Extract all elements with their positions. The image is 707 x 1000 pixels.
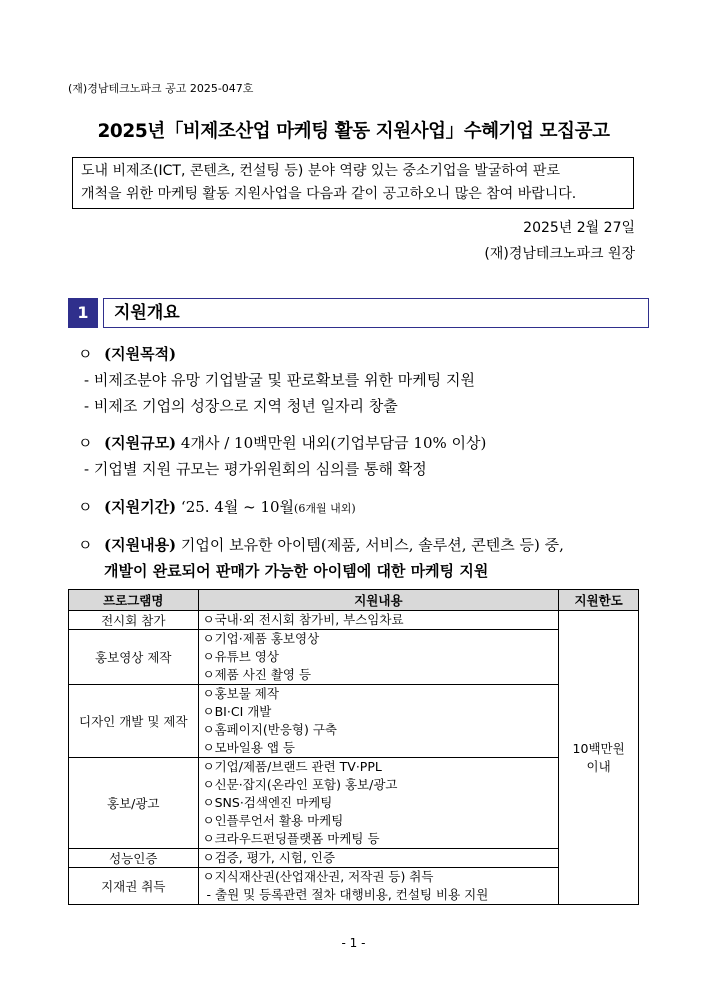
notice-date: 2025년 2월 27일 bbox=[523, 220, 635, 236]
content-line: ㅇBI·CI 개발 bbox=[202, 704, 272, 719]
intro-box bbox=[72, 157, 634, 209]
content-line: ㅇ인플루언서 활용 마케팅 bbox=[202, 813, 344, 828]
section-title: 지원개요 bbox=[103, 298, 649, 328]
program-name: 지재권 취득 bbox=[69, 868, 199, 905]
program-content bbox=[198, 685, 559, 758]
content-line: ㅇ홈페이지(반응형) 구축 bbox=[202, 722, 338, 737]
notice-number: (재)경남테크노파크 공고 2025-047호 bbox=[68, 82, 254, 95]
program-name: 홍보영상 제작 bbox=[69, 630, 199, 685]
purpose-item: - 비제조 기업의 성장으로 지역 청년 일자리 창출 bbox=[84, 397, 398, 415]
period-line bbox=[78, 496, 356, 517]
content-line: ㅇ지식재산권(산업재산권, 저작권 등) 취득 bbox=[202, 869, 434, 884]
program-content bbox=[198, 758, 559, 849]
program-name: 디자인 개발 및 제작 bbox=[69, 685, 199, 758]
program-name: 전시회 참가 bbox=[69, 611, 199, 630]
content-line: ㅇ신문·잡지(온라인 포함) 홍보/광고 bbox=[202, 777, 398, 792]
period-heading: (지원기간) bbox=[104, 498, 177, 516]
issuer: (재)경남테크노파크 원장 bbox=[484, 246, 635, 262]
bullet: ㅇ bbox=[78, 498, 93, 516]
content-line: ㅇ검증, 평가, 시험, 인증 bbox=[202, 850, 336, 865]
table-row bbox=[69, 849, 639, 868]
table-row bbox=[69, 868, 639, 905]
support-limit-value: 10백만원 이내 bbox=[572, 740, 625, 774]
content-line: ㅇ크라우드펀딩플랫폼 마케팅 등 bbox=[202, 831, 380, 846]
table-header-content: 지원내용 bbox=[198, 590, 559, 611]
content-line: ㅇ국내·외 전시회 참가비, 부스임차료 bbox=[202, 612, 404, 627]
content-line: ㅇ홍보물 제작 bbox=[202, 686, 279, 701]
content-line: ㅇ기업·제품 홍보영상 bbox=[202, 631, 320, 646]
program-content bbox=[198, 611, 559, 630]
section-number: 1 bbox=[68, 298, 98, 328]
page-number: - 1 - bbox=[341, 936, 366, 950]
table-header-row bbox=[69, 590, 639, 611]
content-line bbox=[78, 534, 564, 555]
bullet: ㅇ bbox=[78, 345, 93, 363]
program-content bbox=[198, 849, 559, 868]
table-row bbox=[69, 685, 639, 758]
document-title: 2025년「비제조산업 마케팅 활동 지원사업」수혜기업 모집공고 bbox=[97, 121, 610, 142]
scale-item: - 기업별 지원 규모는 평가위원회의 심의를 통해 확정 bbox=[84, 460, 427, 478]
table-row bbox=[69, 630, 639, 685]
content-line: ㅇSNS·검색엔진 마케팅 bbox=[202, 795, 333, 810]
period-text: ‘25. 4월 ~ 10월 bbox=[176, 498, 295, 516]
intro-line: 도내 비제조(ICT, 콘텐츠, 컨설팅 등) 분야 역량 있는 중소기업을 발굴하여 판로 bbox=[81, 163, 560, 179]
scale-heading: (지원규모) bbox=[104, 434, 177, 452]
content-line: ㅇ모바일용 앱 등 bbox=[202, 740, 296, 755]
program-name: 성능인증 bbox=[69, 849, 199, 868]
program-table bbox=[68, 589, 639, 905]
scale-line bbox=[78, 432, 486, 453]
scale-text: 4개사 / 10백만원 내외(기업부담금 10% 이상) bbox=[176, 434, 487, 452]
content-line2: 개발이 완료되어 판매가 가능한 아이템에 대한 마케팅 지원 bbox=[104, 562, 489, 580]
content-text: 기업이 보유한 아이템(제품, 서비스, 솔루션, 콘텐츠 등) 중, bbox=[176, 536, 564, 554]
content-line: - 출원 및 등록관련 절차 대행비용, 컨설팅 비용 지원 bbox=[202, 887, 489, 902]
table-row bbox=[69, 611, 639, 630]
content-line: ㅇ유튜브 영상 bbox=[202, 649, 279, 664]
intro-line: 개척을 위한 마케팅 활동 지원사업을 다음과 같이 공고하오니 많은 참여 바랍니다. bbox=[81, 186, 577, 202]
program-name: 홍보/광고 bbox=[69, 758, 199, 849]
purpose-item: - 비제조분야 유망 기업발굴 및 판로확보를 위한 마케팅 지원 bbox=[84, 371, 475, 389]
section-header bbox=[68, 298, 639, 328]
content-line: ㅇ제품 사진 촬영 등 bbox=[202, 667, 312, 682]
purpose-heading: (지원목적) bbox=[104, 345, 177, 363]
content-line: ㅇ기업/제품/브랜드 관련 TV·PPL bbox=[202, 759, 382, 774]
support-limit bbox=[559, 611, 639, 905]
bullet: ㅇ bbox=[78, 536, 93, 554]
table-header-limit: 지원한도 bbox=[559, 590, 639, 611]
period-note: (6개월 내외) bbox=[294, 502, 356, 515]
table-header-program: 프로그램명 bbox=[69, 590, 199, 611]
content-heading: (지원내용) bbox=[104, 536, 177, 554]
table-row bbox=[69, 758, 639, 849]
bullet: ㅇ bbox=[78, 434, 93, 452]
program-content bbox=[198, 630, 559, 685]
purpose-heading-line bbox=[78, 343, 176, 364]
program-content bbox=[198, 868, 559, 905]
